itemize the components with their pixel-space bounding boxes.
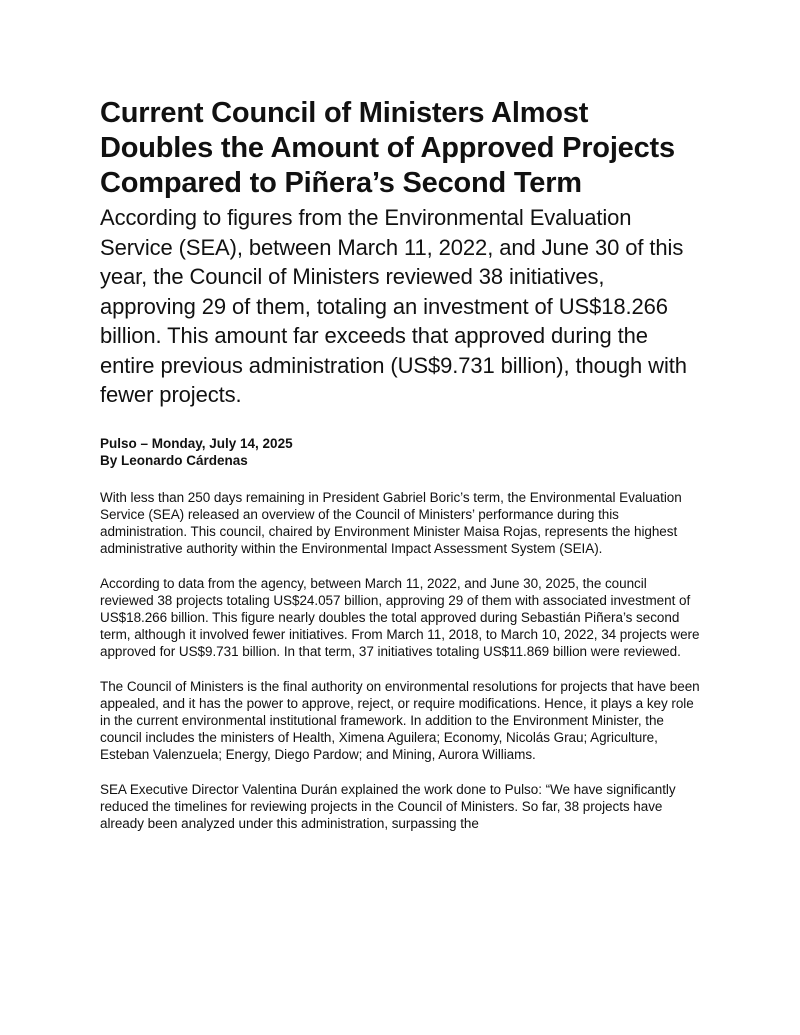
paragraph: According to data from the agency, between March 11, 2022, and June 30, 2025, the council reviewed 38 projects totaling US$24.057 billion, approving 29 of them with associated investment of US$18.266 billion. This figure nearly doubles the total approved during Sebastián Piñera’s second term, although it involved fewer initiatives. From March 11, 2018, to March 10, 2022, 34 projects were approved for US$9.731 billion. In that term, 37 initiatives totaling US$11.869 billion were reviewed.: [100, 575, 700, 659]
paragraph: SEA Executive Director Valentina Durán explained the work done to Pulso: “We have significantly reduced the timelines for reviewing projects in the Council of Ministers. So far, 38 projects have already been analyzed under this administration, surpassing the: [100, 781, 676, 831]
article-body: [100, 489, 700, 832]
paragraph: With less than 250 days remaining in President Gabriel Boric’s term, the Environmental Evaluation Service (SEA) released an overview of the Council of Ministers’ performance during this administration. This council, chaired by Environment Minister Maisa Rojas, represents the highest administrative authority within the Environmental Impact Assessment System (SEIA).: [100, 489, 682, 556]
byline: By Leonardo Cárdenas: [100, 452, 248, 468]
dateline: Pulso – Monday, July 14, 2025: [100, 435, 293, 451]
article: [100, 96, 700, 850]
article-subtitle: According to figures from the Environmental Evaluation Service (SEA), between March 11, 2022, and June 30 of this year, the Council of Ministers reviewed 38 initiatives, approving 29 of them, totaling an investment of US$18.266 billion. This amount far exceeds that approved during the entire previous administration (US$9.731 billion), though with fewer projects.: [100, 205, 687, 407]
article-title: Current Council of Ministers Almost Doubles the Amount of Approved Projects Compared to Piñera’s Second Term: [100, 97, 675, 199]
paragraph: The Council of Ministers is the final authority on environmental resolutions for projects that have been appealed, and it has the power to approve, reject, or require modifications. Hence, it plays a key role in the current environmental institutional framework. In addition to the Environment Minister, the council includes the ministers of Health, Ximena Aguilera; Economy, Nicolás Grau; Agriculture, Esteban Valenzuela; Energy, Diego Pardow; and Mining, Aurora Williams.: [100, 678, 700, 762]
article-meta: [100, 435, 700, 469]
